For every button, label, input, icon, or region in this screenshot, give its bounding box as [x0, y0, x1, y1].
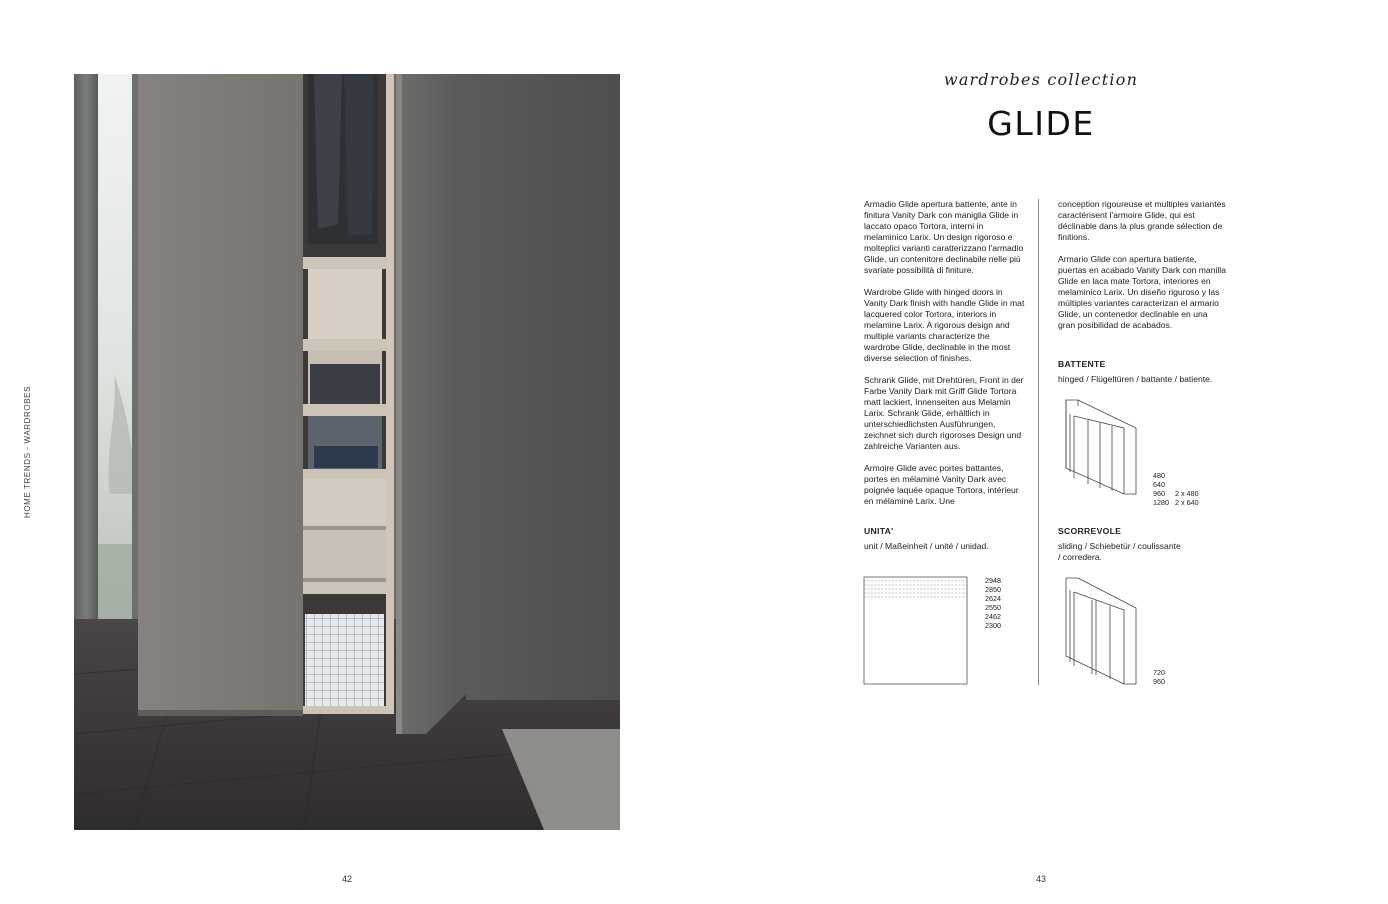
paragraph-german: Schrank Glide, mit Drehtüren, Front in der Farbe Vanity Dark mit Griff Glide Tortora matt lackiert, Innenseiten aus Melamin Larix. Schrank Glide, erhältlich in unterschiedlichsten Ausführungen, zeichnet sich durch rigoroses Design und zahlreiche Varianten aus. [864, 375, 1024, 451]
scorrevole-heading: SCORREVOLE [1058, 526, 1122, 536]
paragraph-english: Wardrobe Glide with hinged doors in Vanity Dark finish with handle Glide in mat lacquered color Tortora, interiors in melamine Larix. A rigorous design and multiple variants characterize the wardrobe Glide, declinable in the most diverse selection of finishes. [864, 287, 1025, 363]
scorrevole-caption-line: sliding / Schiebetür / coulissante [1058, 541, 1181, 551]
unita-heading: UNITA' [864, 526, 894, 536]
collection-subtitle: wardrobes collection [943, 70, 1139, 89]
scorrevole-dimensions [1153, 668, 1165, 686]
hinged-wardrobe-drawing [1064, 398, 1138, 496]
battente-dim-row: 640 [1153, 480, 1165, 489]
column-divider [1038, 199, 1039, 685]
battente-dimensions [1153, 471, 1199, 507]
height-value: 2550 [985, 603, 1001, 612]
section-side-label: HOME TRENDS - WARDROBES [23, 385, 32, 519]
text-column-right [1058, 199, 1226, 342]
height-value: 2850 [985, 585, 1001, 594]
unit-height-drawing [863, 576, 969, 686]
battente-dim-row: 480 [1153, 471, 1165, 480]
paragraph-italian: Armadio Glide apertura battente, ante in finitura Vanity Dark con maniglia Glide in laccato opaco Tortora, interni in melaminico Larix. Un design rigoroso e molteplici varianti caratterizzano l'armadio Glide, un contenitore declinabile nelle più svariate possibilità di finiture. [864, 199, 1024, 275]
battente-caption: hinged / Flügeltüren / battante / batiente. [1058, 374, 1213, 384]
page-number-left: 42 [341, 874, 352, 884]
product-title: GLIDE [987, 104, 1095, 143]
battente-dim-row: 1280 2 x 640 [1153, 498, 1199, 507]
text-column-left [864, 199, 1026, 518]
page-number-right: 43 [1035, 874, 1046, 884]
wardrobe-photo [74, 74, 620, 830]
height-value: 2948 [985, 576, 1001, 585]
paragraph-french: Armoire Glide avec portes battantes, portes en mélaminé Vanity Dark avec poignée laquée opaque Tortora, intérieur en mélaminé Larix. Une [864, 463, 1019, 506]
sliding-wardrobe-drawing [1064, 576, 1138, 686]
scorrevole-caption-line: / corredera. [1058, 552, 1102, 562]
paragraph-french-continued: conception rigoureuse et multiples variantes caractérisent l'armoire Glide, qui est déclinable dans la plus grande sélection de finitions. [1058, 199, 1226, 242]
battente-dim-row: 960 2 x 480 [1153, 489, 1199, 498]
wardrobe-photo-illustration [74, 74, 620, 830]
paragraph-spanish: Armario Glide con apertura batiente, puertas en acabado Vanity Dark con manilla Glide en laca mate Tortora, interiores en melaminico Larix. Un diseño riguroso y las múltiples variantes caracterizan el armario Glide, un contenedor declinable en una gran posibilidad de acabados. [1058, 254, 1226, 330]
sliding-width-value: 960 [1153, 677, 1165, 686]
height-value: 2624 [985, 594, 1001, 603]
height-value: 2300 [985, 621, 1001, 630]
height-value: 2462 [985, 612, 1001, 621]
sliding-width-value: 720 [1153, 668, 1165, 677]
battente-heading: BATTENTE [1058, 359, 1106, 369]
scorrevole-caption [1058, 541, 1233, 563]
unita-heights [985, 576, 1001, 630]
unita-caption: unit / Maßeinheit / unité / unidad. [864, 541, 989, 551]
